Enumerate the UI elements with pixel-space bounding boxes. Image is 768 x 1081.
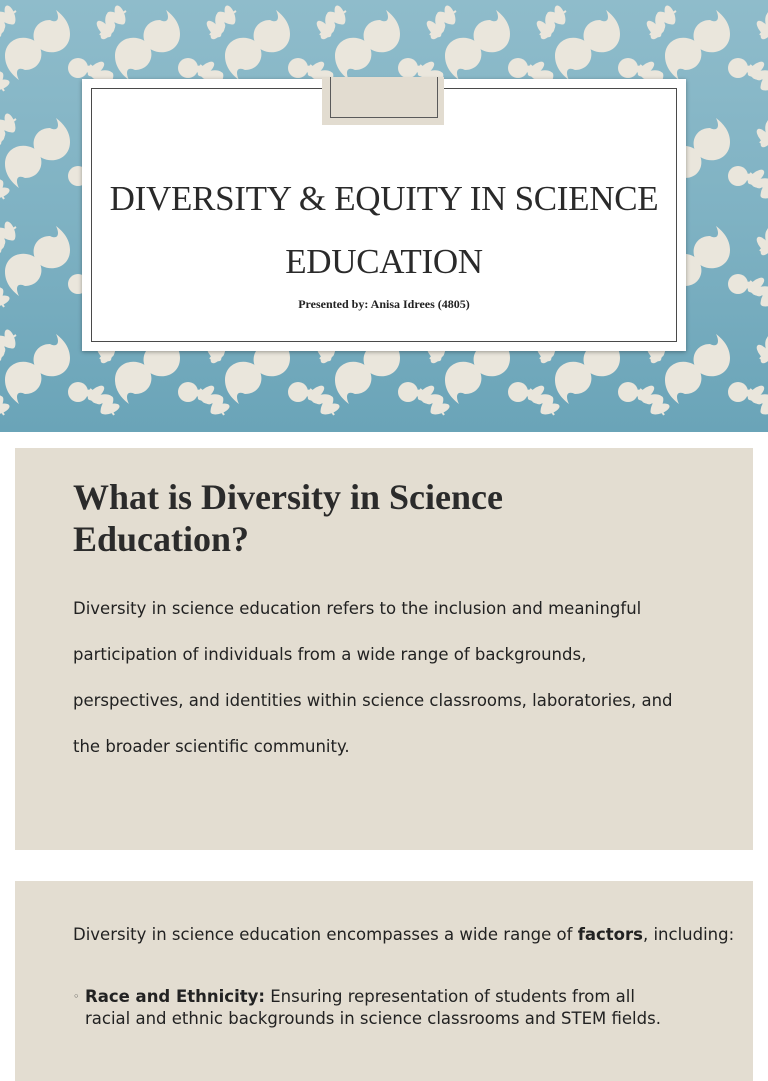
slide-heading: What is Diversity in Science Education? (73, 477, 503, 559)
bullet-term: Race and Ethnicity: (85, 987, 265, 1006)
title-slide (0, 0, 768, 432)
bullet-circle-icon: ◦ (73, 990, 80, 1003)
emphasis-factors: factors (577, 925, 643, 944)
slide-intro-text: Diversity in science education encompasses a wide range of factors, including: (73, 925, 735, 944)
slide-body-text: Diversity in science education refers to the inclusion and meaningful participation of individuals from a wide range of backgrounds, perspectives, and identities within science classrooms, laboratories, and the broader scientific community. (73, 599, 673, 756)
slide-what-is-diversity (15, 448, 753, 850)
slide-title: DIVERSITY & EQUITY IN SCIENCE EDUCATION (109, 179, 659, 281)
presenter-line: Presented by: Anisa Idrees (4805) (298, 297, 470, 311)
bullet-description: Ensuring representation of students from all racial and ethnic backgrounds in science classrooms and STEM fields. (85, 987, 661, 1028)
title-card-tab (322, 77, 444, 125)
title-card (82, 79, 686, 351)
slide-diversity-factors (15, 881, 753, 1081)
